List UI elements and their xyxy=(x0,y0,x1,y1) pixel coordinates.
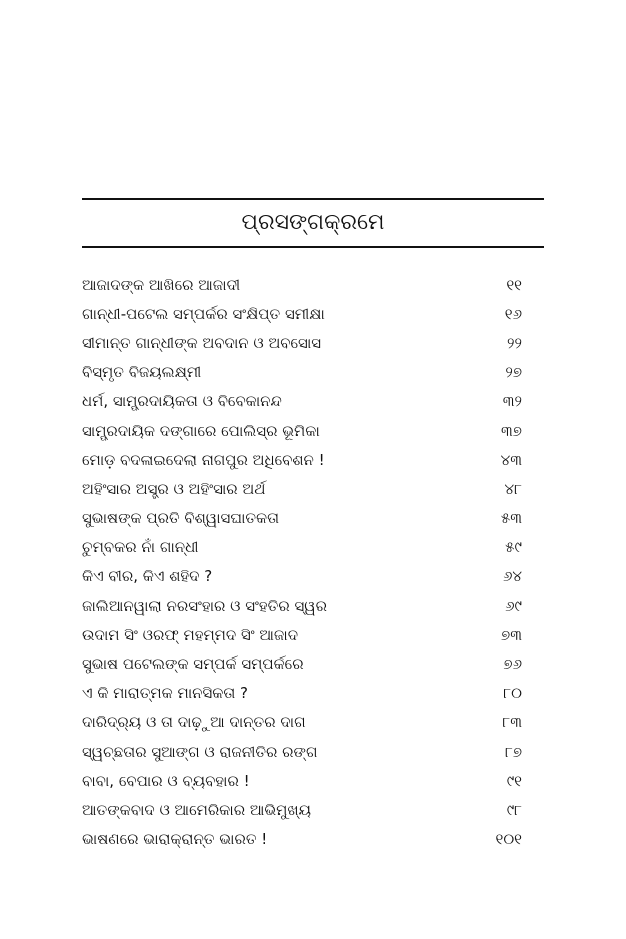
toc-entry-title: ଚୁମ୍ବକର ନାଁ ଗାନ୍ଧୀ xyxy=(82,538,199,557)
toc-entry-title: ଗାନ୍ଧୀ-ପଟେଲ ସମ୍ପର୍କର ସଂକ୍ଷିପ୍ତ ସମୀକ୍ଷା xyxy=(82,304,325,323)
toc-entry-page-number: ୬୪ xyxy=(502,567,522,586)
toc-entry xyxy=(82,533,522,562)
page-title: ପ୍ରସଙ୍ଗକ୍ରମେ xyxy=(241,210,385,235)
toc-entry xyxy=(82,445,522,474)
toc-entry-page-number: ୧୧ xyxy=(506,275,522,294)
toc-entry-page-number: ୮୦ xyxy=(503,684,522,703)
toc-entry-title: ବିସ୍ମୃତ ବିଜୟଲକ୍ଷ୍ମୀ xyxy=(82,363,202,382)
toc-entry xyxy=(82,358,522,387)
toc-entry-title: ସୁଭାଷଙ୍କ ପ୍ରତି ବିଶ୍ୱାସଘାତକତା xyxy=(82,509,280,528)
toc-entry-page-number: ୯୧ xyxy=(506,771,522,790)
toc-entry xyxy=(82,649,522,678)
toc-entry-title: ବାବା, ବେପାର ଓ ବ୍ୟବହାର ! xyxy=(82,771,250,790)
toc-entry xyxy=(82,825,522,854)
toc-entry-title: ସୀମାନ୍ତ ଗାନ୍ଧୀଙ୍କ ଅବଦାନ ଓ ଅବସୋସ xyxy=(82,333,322,352)
toc-entry-page-number: ୮୭ xyxy=(504,742,522,761)
toc-entry xyxy=(82,270,522,299)
toc-entry-page-number: ୯୮ xyxy=(506,800,522,819)
toc-entry xyxy=(82,708,522,737)
toc-entry-title: ଧର୍ମ, ସାମ୍ପ୍ରଦାୟିକତା ଓ ବିବେକାନନ୍ଦ xyxy=(82,392,282,411)
toc-entry-page-number: ୪୩ xyxy=(500,450,522,469)
toc-entry xyxy=(82,766,522,795)
toc-entry-title: ଆଜାଦଙ୍କ ଆଖିରେ ଆଜାଦୀ xyxy=(82,275,241,294)
toc-entry xyxy=(82,620,522,649)
toc-entry-page-number: ୧୬ xyxy=(504,304,522,323)
toc-entry-page-number: ୩୭ xyxy=(501,421,522,440)
toc-entry-title: ସ୍ୱଚ୍ଛତାର ସୁଆଙ୍ଗ ଓ ରାଜନୀତିର ରଙ୍ଗ xyxy=(82,742,318,761)
toc-entry xyxy=(82,299,522,328)
toc-entry-title: ଉଦାମ ସିଂ ଓରଫ୍ ମହମ୍ମଦ ସିଂ ଆଜାଦ xyxy=(82,625,299,644)
table-of-contents xyxy=(82,270,522,854)
bottom-rule xyxy=(82,246,544,248)
toc-entry-page-number: ୨୨ xyxy=(507,333,522,352)
toc-entry-title: ଭାଷଣରେ ଭାରାକ୍ରାନ୍ତ ଭାରତ ! xyxy=(82,830,268,849)
toc-entry xyxy=(82,679,522,708)
toc-entry-page-number: ୪୮ xyxy=(504,479,522,498)
toc-entry xyxy=(82,795,522,824)
toc-entry-page-number: ୭୬ xyxy=(503,655,522,674)
toc-entry-page-number: ୫୯ xyxy=(505,538,522,557)
toc-entry xyxy=(82,591,522,620)
toc-entry-page-number: ୫୩ xyxy=(500,509,522,528)
toc-entry-title: ଦାରିଦ୍ର୍ୟ ଓ ତା ଦାଢ଼ୁଆ ଦାନ୍ତର ଦାଗ xyxy=(82,713,306,732)
toc-entry-title: ଜାଲିଆନୱାଲା ନରସଂହାର ଓ ସଂହତିର ସ୍ୱର xyxy=(82,596,327,615)
toc-entry-title: ସୁଭାଷ ପଟେଲଙ୍କ ସମ୍ପର୍କ ସମ୍ପର୍କରେ xyxy=(82,655,304,674)
toc-entry xyxy=(82,562,522,591)
toc-entry xyxy=(82,737,522,766)
toc-entry-title: ଏ କି ମାରାତ୍ମକ ମାନସିକତା ? xyxy=(82,684,248,703)
toc-entry-page-number: ୬୯ xyxy=(505,596,522,615)
toc-entry-page-number: ୭୩ xyxy=(501,625,522,644)
toc-entry-page-number: ୨୭ xyxy=(505,363,522,382)
top-rule xyxy=(82,198,544,200)
toc-entry xyxy=(82,504,522,533)
toc-entry-page-number: ୮୩ xyxy=(502,713,522,732)
toc-entry-page-number: ୩୨ xyxy=(502,392,522,411)
toc-entry-title: ମୋଡ଼ ବଦଳାଇଦେଲା ନାଗପୁର ଅଧିବେଶନ ! xyxy=(82,450,325,469)
toc-entry-title: କିଏ ବୀର, କିଏ ଶହିଦ ? xyxy=(82,567,213,586)
toc-entry xyxy=(82,387,522,416)
toc-entry-page-number: ୧୦୧ xyxy=(495,830,522,849)
toc-entry xyxy=(82,328,522,357)
toc-entry xyxy=(82,416,522,445)
toc-entry-title: ସାମ୍ପ୍ରଦାୟିକ ଦଙ୍ଗାରେ ପୋଲିସ୍‌ର ଭୂମିକା xyxy=(82,421,320,440)
toc-entry xyxy=(82,474,522,503)
toc-entry-title: ଆତଙ୍କବାଦ ଓ ଆମେରିକାର ଆଭିମୁଖ୍ୟ xyxy=(82,800,311,819)
toc-entry-title: ଅହିଂସାର ଅସ୍ତ୍ର ଓ ଅହିଂସାର ଅର୍ଥ xyxy=(82,479,266,498)
